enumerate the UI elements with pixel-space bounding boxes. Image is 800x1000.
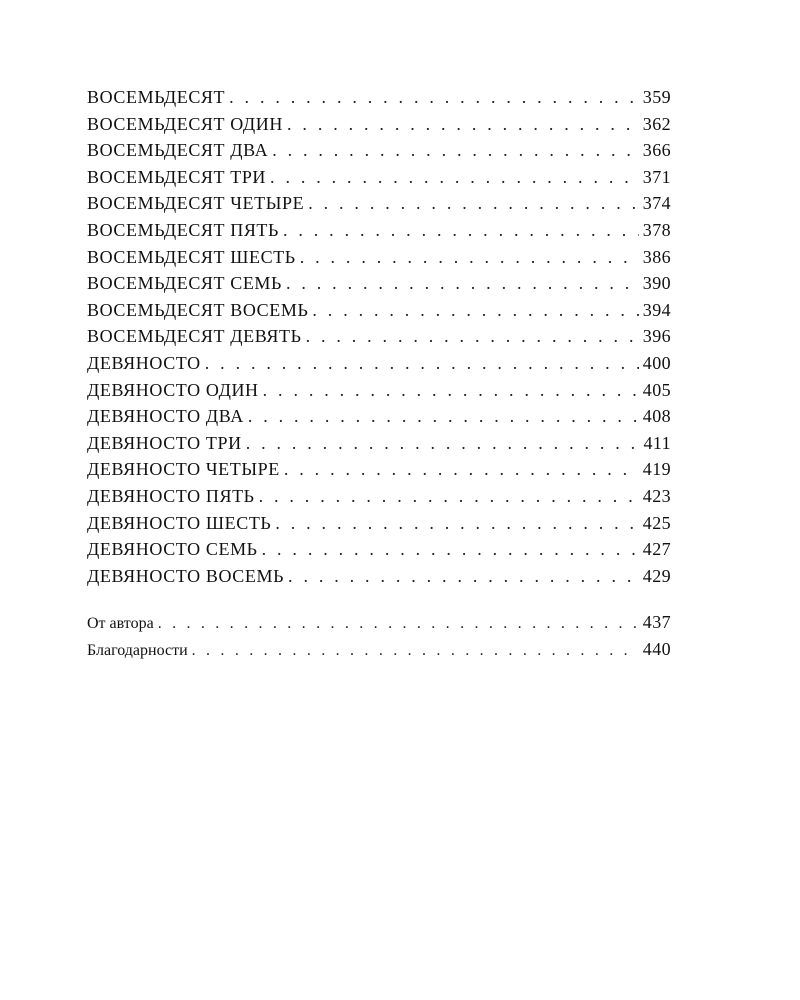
- toc-entry-page: 405: [642, 379, 671, 400]
- toc-entry-title: ВОСЕМЬДЕСЯТ: [87, 87, 226, 107]
- toc-entry-title: ДЕВЯНОСТО ТРИ: [87, 432, 242, 453]
- toc-dot-leader: [284, 456, 639, 483]
- toc-section-gap: [87, 589, 671, 609]
- toc-entry-title: ВОСЕМЬДЕСЯТ СЕМЬ: [87, 273, 282, 294]
- toc-dot-leader: [205, 350, 639, 377]
- toc-entry: [87, 563, 671, 590]
- toc-entry: [87, 350, 671, 377]
- toc-entry-page: 429: [642, 565, 671, 586]
- toc-extras-list: [87, 609, 671, 662]
- toc-dot-leader: [275, 510, 638, 537]
- toc-entry-page: 362: [642, 113, 671, 134]
- toc-dot-leader: [270, 164, 639, 191]
- toc-entry-page: 408: [642, 406, 671, 427]
- toc-entry: [87, 190, 671, 217]
- toc-dot-leader: [300, 244, 639, 271]
- toc-dot-leader: [246, 430, 640, 457]
- toc-entry: [87, 244, 671, 271]
- toc-entry-page: 386: [642, 246, 671, 267]
- toc-entry-page: 425: [642, 512, 671, 533]
- toc-entry-title: ВОСЕМЬДЕСЯТ ЧЕТЫРЕ: [87, 193, 305, 214]
- toc-entry-title: ДЕВЯНОСТО СЕМЬ: [87, 539, 258, 560]
- toc-entry-title: ВОСЕМЬДЕСЯТ ОДИН: [87, 113, 284, 134]
- toc-entry: [87, 456, 671, 483]
- toc-dot-leader: [272, 137, 639, 164]
- toc-entry-title: ДЕВЯНОСТО ВОСЕМЬ: [87, 565, 285, 586]
- toc-dot-leader: [286, 270, 639, 297]
- toc-entry: [87, 164, 671, 191]
- toc-entry-page: 396: [642, 326, 671, 347]
- toc-entry-title: ВОСЕМЬДЕСЯТ ВОСЕМЬ: [87, 299, 309, 320]
- toc-entry: [87, 270, 671, 297]
- toc-entry: [87, 111, 671, 138]
- toc-entry: [87, 430, 671, 457]
- toc-entry-page: 400: [642, 352, 671, 373]
- toc-entry-title: ВОСЕМЬДЕСЯТ ДЕВЯТЬ: [87, 326, 302, 347]
- toc-entry: [87, 137, 671, 164]
- toc-entry-page: 427: [642, 539, 671, 560]
- toc-dot-leader: [306, 323, 639, 350]
- toc-entry-title: ДЕВЯНОСТО ПЯТЬ: [87, 485, 255, 506]
- toc-dot-leader: [259, 483, 639, 510]
- toc-entry-title: ВОСЕМЬДЕСЯТ ДВА: [87, 140, 269, 161]
- toc-entry-page: 378: [642, 219, 671, 240]
- toc-entry: [87, 483, 671, 510]
- toc-entry-title: ВОСЕМЬДЕСЯТ ПЯТЬ: [87, 219, 279, 240]
- toc-entry: [87, 84, 671, 111]
- toc-entry-title: От автора: [87, 615, 154, 633]
- toc-entry: [87, 536, 671, 563]
- toc-entry-page: 437: [642, 612, 671, 633]
- toc-entry-title: ДЕВЯНОСТО: [87, 352, 201, 373]
- toc-dot-leader: [262, 536, 639, 563]
- toc-entry: [87, 217, 671, 244]
- toc-dot-leader: [308, 190, 639, 217]
- toc-entry-title: ВОСЕМЬДЕСЯТ ТРИ: [87, 166, 267, 187]
- toc-dot-leader: [288, 563, 639, 590]
- toc-entry-title: ДЕВЯНОСТО ШЕСТЬ: [87, 512, 272, 533]
- toc-entry-page: 419: [642, 459, 671, 480]
- toc-dot-leader: [263, 377, 639, 404]
- toc-entry-page: 374: [642, 193, 671, 214]
- toc-entry-title: ДЕВЯНОСТО ОДИН: [87, 379, 259, 400]
- toc-dot-leader: [248, 403, 639, 430]
- toc-dot-leader: [192, 638, 639, 665]
- toc-entry: [87, 377, 671, 404]
- toc-entry: [87, 609, 671, 636]
- toc-entry-title: ДЕВЯНОСТО ДВА: [87, 406, 244, 427]
- toc-dot-leader: [229, 84, 639, 111]
- toc-entry-page: 359: [642, 87, 671, 107]
- toc-entry: [87, 403, 671, 430]
- toc-entry-page: 423: [642, 485, 671, 506]
- toc-entry-page: 411: [643, 432, 671, 453]
- table-of-contents: [87, 84, 671, 662]
- toc-entry-title: ВОСЕМЬДЕСЯТ ШЕСТЬ: [87, 246, 296, 267]
- toc-entry-page: 366: [642, 140, 671, 161]
- toc-dot-leader: [283, 217, 639, 244]
- toc-chapter-list: [87, 84, 671, 589]
- toc-entry-page: 390: [642, 273, 671, 294]
- toc-dot-leader: [158, 611, 639, 638]
- toc-entry-title: ДЕВЯНОСТО ЧЕТЫРЕ: [87, 459, 280, 480]
- toc-entry-title: Благодарности: [87, 641, 188, 659]
- toc-entry: [87, 510, 671, 537]
- toc-entry: [87, 297, 671, 324]
- toc-entry: [87, 323, 671, 350]
- toc-dot-leader: [312, 297, 638, 324]
- toc-dot-leader: [287, 111, 639, 138]
- toc-entry-page: 440: [642, 638, 671, 659]
- toc-entry: [87, 636, 671, 663]
- toc-entry-page: 394: [642, 299, 671, 320]
- toc-entry-page: 371: [642, 166, 671, 187]
